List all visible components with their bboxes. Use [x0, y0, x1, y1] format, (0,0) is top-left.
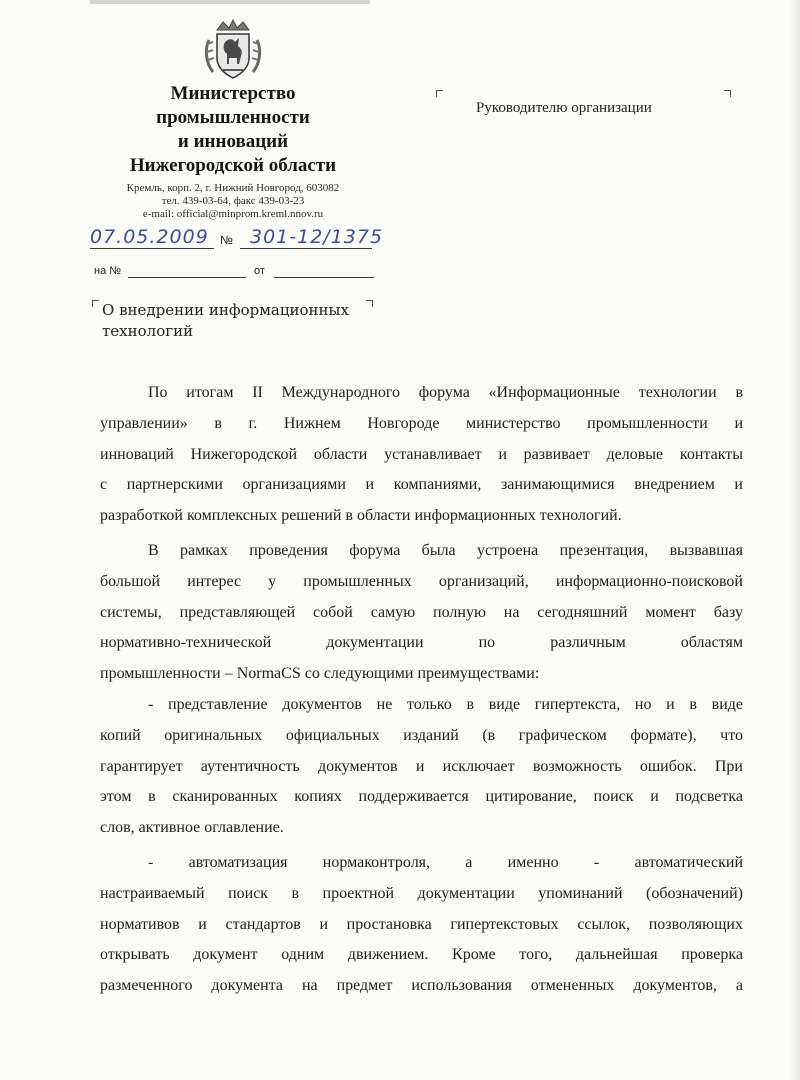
ref-number-blank: [128, 277, 246, 278]
text-line: В рамках проведения форума была устроена презентация, вызвавшая: [148, 541, 743, 559]
phone-fax-text: тел. 439-03-64, факс 439-03-23: [161, 195, 305, 207]
text-line: открывать документ одним движением. Кроме того, дальнейшая проверка: [100, 946, 743, 964]
recipient-corner-right: [724, 90, 731, 97]
coat-of-arms-icon: [203, 18, 263, 82]
text-line: размеченного документа на предмет использования отмененных документов, а: [100, 977, 743, 995]
text-line: нормативов и стандартов и простановка гипертекстовых ссылок, позволяющих: [100, 915, 743, 933]
text-line: нормативно-технической документации по различным областям: [100, 634, 743, 652]
subject-line: технологий: [102, 322, 194, 340]
text-line: копий оригинальных официальных изданий (в графическом формате), что: [100, 726, 743, 744]
handwritten-date: 07.05.2009: [90, 226, 209, 248]
text-line: промышленности – NormaCS со следующими преимуществами:: [100, 665, 540, 683]
ministry-title-line: промышленности: [156, 107, 310, 128]
ref-date-blank: [274, 277, 374, 278]
paragraph: [100, 690, 743, 844]
number-sign: №: [220, 233, 233, 247]
address-text: Кремль, корп. 2, г. Нижний Новгород, 603082: [126, 182, 340, 194]
scan-edge-top: [90, 0, 370, 4]
ministry-title-line: и инноваций: [177, 131, 289, 152]
text-line: системы, представляющей собой самую полную на сегодняшний момент базу: [100, 603, 743, 621]
subject-corner-left: [92, 300, 99, 307]
text-line: - представление документов не только в виде гипертекста, но и в виде: [148, 695, 743, 713]
outgoing-number-line: [90, 226, 390, 252]
email-text: e-mail: official@minprom.kreml.nnov.ru: [142, 208, 324, 220]
text-line: - автоматизация нормаконтроля, а именно - автоматический: [148, 853, 743, 871]
ministry-contacts: [100, 182, 366, 221]
subject-corner-right: [366, 300, 373, 307]
number-underline: [240, 248, 372, 249]
text-line: большой интерес у промышленных организаций, информационно-поисковой: [100, 572, 743, 590]
text-line: с партнерскими организациями и компаниями, занимающимися внедрением и: [100, 476, 743, 494]
recipient-corner-left: [436, 90, 443, 97]
letter-body: [100, 378, 743, 1002]
ref-from-label: от: [254, 265, 265, 277]
paragraph: [100, 848, 743, 1002]
text-line: слов, активное оглавление.: [100, 819, 284, 837]
ministry-title-line: Нижегородской области: [129, 155, 337, 176]
ref-number-label: на №: [94, 265, 122, 277]
recipient-text: Руководителю организации: [476, 100, 652, 116]
text-line: этом в сканированных копиях поддерживается цитирование, поиск и подсветка: [100, 788, 743, 806]
handwritten-number: 301-12/1375: [250, 226, 384, 248]
scan-edge-right: [790, 0, 800, 1080]
subject-line: О внедрении информационных: [102, 301, 349, 319]
paragraph: [100, 378, 743, 532]
text-line: настраиваемый поиск в проектной документации упоминаний (обозначений): [100, 884, 743, 902]
text-line: По итогам II Международного форума «Информационные технологии в: [148, 384, 743, 401]
text-line: разработкой комплексных решений в области информационных технологий.: [100, 507, 622, 525]
text-line: инноваций Нижегородской области устанавливает и развивает деловые контакты: [100, 445, 743, 463]
reference-line: [94, 262, 394, 282]
ministry-title-line: Министерство: [170, 83, 296, 104]
date-underline: [90, 248, 214, 249]
text-line: гарантирует аутентичность документов и исключает возможность ошибок. При: [100, 757, 743, 775]
ministry-title: [100, 82, 366, 178]
subject-block: [102, 300, 367, 342]
paragraph: [100, 536, 743, 690]
text-line: управлении» в г. Нижнем Новгороде министерство промышленности и: [100, 414, 743, 432]
